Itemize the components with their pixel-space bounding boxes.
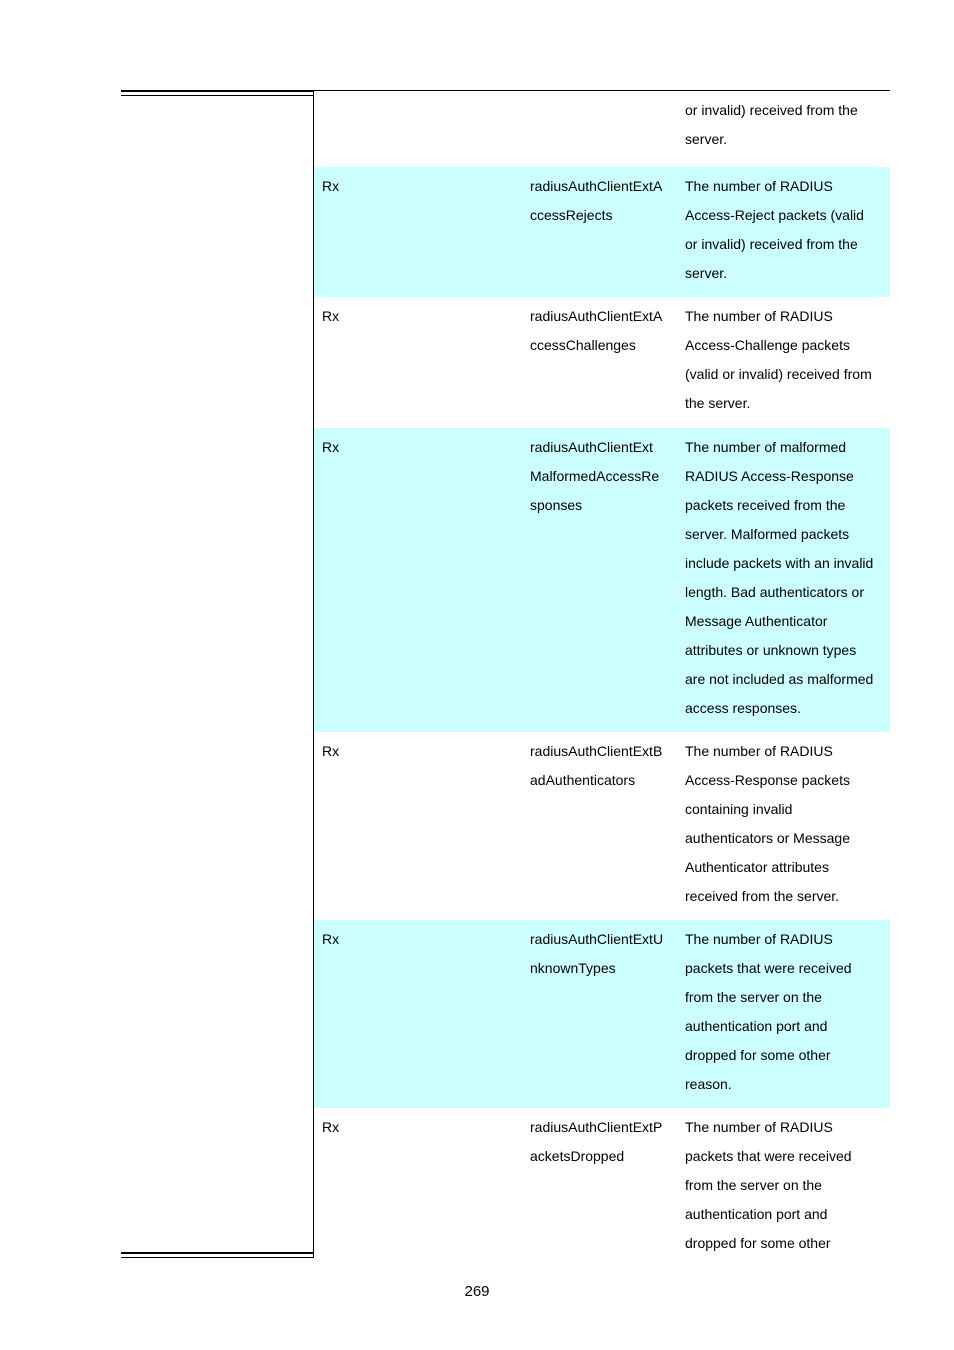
- left-column-top-double-rule: [121, 90, 314, 96]
- description-line: received from the server.: [685, 888, 840, 904]
- object-line: acketsDropped: [530, 1148, 625, 1164]
- description-line: or invalid) received from the: [685, 236, 858, 252]
- object-line: radiusAuthClientExtA: [530, 308, 663, 324]
- description-line: authentication port and: [685, 1206, 828, 1222]
- description-cell: [685, 172, 885, 288]
- description-line: packets that were received: [685, 1148, 852, 1164]
- description-line: Access-Response packets: [685, 772, 850, 788]
- object-cell: [530, 433, 678, 520]
- direction-cell: Rx: [322, 308, 340, 324]
- object-line: nknownTypes: [530, 960, 616, 976]
- counter-table: [314, 91, 890, 1258]
- object-line: radiusAuthClientExtA: [530, 178, 663, 194]
- description-line: authenticators or Message: [685, 830, 850, 846]
- description-line: include packets with an invalid: [685, 555, 874, 571]
- description-line: length. Bad authenticators or: [685, 584, 865, 600]
- direction-cell: Rx: [322, 439, 340, 455]
- description-line: The number of malformed: [685, 439, 847, 455]
- description-line: dropped for some other: [685, 1047, 831, 1063]
- object-line: radiusAuthClientExt: [530, 439, 653, 455]
- object-cell: [530, 302, 678, 360]
- direction-cell: Rx: [322, 178, 340, 194]
- table-row: [314, 91, 890, 167]
- description-line: containing invalid: [685, 801, 793, 817]
- description-line: packets that were received: [685, 960, 852, 976]
- table-row: [314, 1108, 890, 1258]
- description-line: are not included as malformed: [685, 671, 874, 687]
- description-line: Access-Reject packets (valid: [685, 207, 864, 223]
- description-line: The number of RADIUS: [685, 1119, 833, 1135]
- description-line: (valid or invalid) received from: [685, 366, 872, 382]
- table-row: [314, 732, 890, 920]
- description-line: server.: [685, 131, 728, 147]
- object-line: adAuthenticators: [530, 772, 636, 788]
- direction-cell: Rx: [322, 1119, 340, 1135]
- description-line: authentication port and: [685, 1018, 828, 1034]
- object-cell: [530, 925, 678, 983]
- description-line: access responses.: [685, 700, 801, 716]
- description-line: The number of RADIUS: [685, 931, 833, 947]
- description-line: The number of RADIUS: [685, 178, 833, 194]
- page-number: 269: [464, 1283, 490, 1300]
- description-line: dropped for some other: [685, 1235, 831, 1251]
- description-line: reason.: [685, 1076, 732, 1092]
- object-cell: [530, 737, 678, 795]
- description-line: from the server on the: [685, 1177, 822, 1193]
- table-row: [314, 167, 890, 297]
- left-column-bottom-double-rule: [121, 1252, 314, 1258]
- description-line: packets received from the: [685, 497, 846, 513]
- description-cell: [685, 96, 885, 154]
- description-line: attributes or unknown types: [685, 642, 857, 658]
- direction-cell: Rx: [322, 743, 340, 759]
- description-cell: [685, 433, 885, 723]
- object-line: sponses: [530, 497, 583, 513]
- description-line: Authenticator attributes: [685, 859, 829, 875]
- description-cell: [685, 302, 885, 418]
- description-line: server.: [685, 265, 728, 281]
- description-line: RADIUS Access-Response: [685, 468, 854, 484]
- table-row: [314, 428, 890, 732]
- description-cell: [685, 1113, 885, 1258]
- description-line: Message Authenticator: [685, 613, 828, 629]
- object-line: radiusAuthClientExtU: [530, 931, 664, 947]
- object-line: ccessChallenges: [530, 337, 636, 353]
- direction-cell: Rx: [322, 931, 340, 947]
- object-line: radiusAuthClientExtB: [530, 743, 663, 759]
- description-line: Access-Challenge packets: [685, 337, 850, 353]
- object-cell: [530, 172, 678, 230]
- description-line: or invalid) received from the: [685, 102, 858, 118]
- description-cell: [685, 925, 885, 1099]
- object-line: ccessRejects: [530, 207, 613, 223]
- object-cell: [530, 1113, 678, 1171]
- description-cell: [685, 737, 885, 911]
- description-line: The number of RADIUS: [685, 308, 833, 324]
- object-line: radiusAuthClientExtP: [530, 1119, 663, 1135]
- description-line: the server.: [685, 395, 751, 411]
- description-line: from the server on the: [685, 989, 822, 1005]
- table-row: [314, 297, 890, 428]
- description-line: server. Malformed packets: [685, 526, 850, 542]
- table-row: [314, 920, 890, 1108]
- object-line: MalformedAccessRe: [530, 468, 660, 484]
- description-line: The number of RADIUS: [685, 743, 833, 759]
